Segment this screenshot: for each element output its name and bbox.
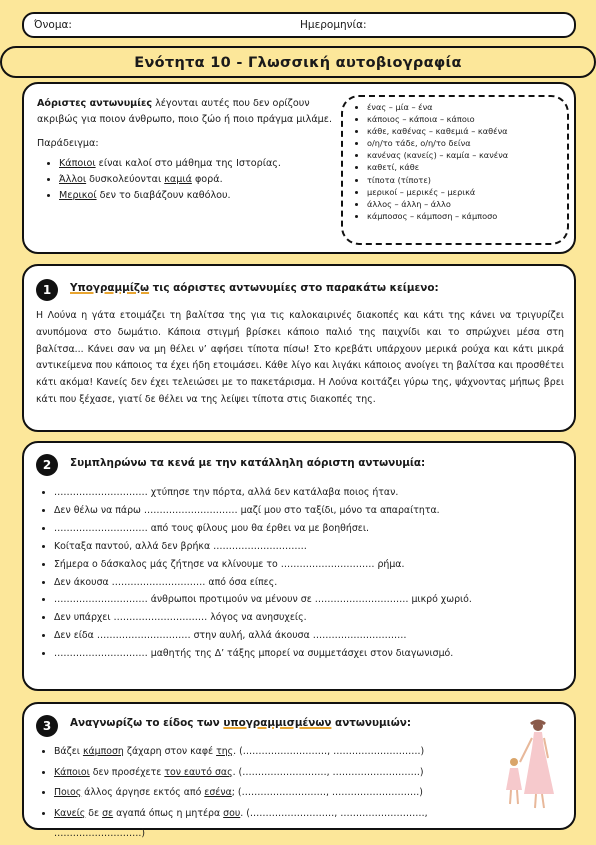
heading-text: τις αόριστες αντωνυμίες στο παρακάτω κείμενο: <box>149 282 439 294</box>
pronoun-list-item: • καθετί, κάθε <box>367 161 559 173</box>
fill-blank-item: • ………………………… μαθητής της Δ’ τάξης μπορεί να συμμετάσχει στον διαγωνισμό. <box>54 645 472 663</box>
name-date-header <box>22 12 576 38</box>
passage-text: Η Λούνα η γάτα ετοιμάζει τη βαλίτσα της για τις καλοκαιρινές διακοπές και κάτι της κάνει να τριγυρίζει ανυπόμονα στο δωμάτιο. Κάποια στιγμή βρίσκει κάποιο παλιό της παιχνίδι και το σπρώχνει μέσα στη βαλίτσα... Κάνει σαν να μη θέλει ν’ αφήσει τίποτα πίσω! Στο κρεβάτι υπάρχουν μερικά ρούχα και κάτι μικρά αντικείμενα που κάποιος τα έχει ήδη ετοιμάσει. Κάθε λίγο και λιγάκι κάποιος ανοίγει τη βαλίτσα και προσθέτει κάτι ακόμα! Κανείς δεν έχει τελειώσει με το πακετάρισμα. Η Λούνα κοιτάζει γύρω της, ψάχνοντας μήπως βρει κάτι που ξέχασε, γιατί δε θέλει να της λείψει τίποτα στις διακοπές της. <box>36 310 564 405</box>
item-text: . (………………………, ………………………, ……………………….) <box>54 807 428 839</box>
definition-term: Αόριστες αντωνυμίες <box>37 98 153 109</box>
mother-child-illustration <box>498 718 558 810</box>
underlined-pronoun: Κάποιοι <box>54 766 90 778</box>
exercise-2 <box>22 441 576 691</box>
example-item <box>59 156 332 172</box>
examples-label: Παράδειγμα: <box>37 138 99 149</box>
example-text: δεν το διαβάζουν καθόλου. <box>96 190 231 201</box>
example-text: δυσκολεύονται καμιά φορά. <box>86 174 223 185</box>
pronoun-list-item: • κανένας (κανείς) – καμία – κανένα <box>367 149 559 161</box>
fill-blank-item: • Δεν άκουσα ………………………… από όσα είπες. <box>54 574 472 592</box>
item-text: . (………………………, ……………………….) <box>232 766 424 778</box>
example-text: είναι καλοί στο μάθημα της Ιστορίας. <box>95 158 281 169</box>
example-item <box>59 188 332 204</box>
heading-text: αντωνυμιών: <box>331 717 411 729</box>
pronoun-list-cloud <box>341 95 569 245</box>
exercise-number: 3 <box>36 715 58 737</box>
heading-highlight: υπογραμμισμένων <box>223 717 332 729</box>
item-text: ζάχαρη στον καφέ <box>123 746 217 757</box>
item-text: . (………………………, ……………………….) <box>233 746 425 757</box>
identify-item <box>54 804 494 845</box>
underlined-pronoun: Ποιος <box>54 787 82 798</box>
item-text: άλλος άργησε εκτός από <box>81 787 205 798</box>
item-text: δε <box>85 807 103 819</box>
fill-blank-item: • ………………………… άνθρωποι προτιμούν να μένουν σε ………………………… μικρό χωριό. <box>54 591 472 609</box>
fill-blank-item: • Δεν είδα ………………………… στην αυλή, αλλά άκουσα ………………………… <box>54 627 472 645</box>
example-pronoun: Άλλοι <box>59 174 87 185</box>
pronoun-list-item: • κάποιος – κάποια – κάποιο <box>367 113 559 125</box>
fill-blank-item: • ………………………… από τους φίλους μου θα έρθει να με βοηθήσει. <box>54 520 472 538</box>
fill-blank-list <box>38 484 472 663</box>
underlined-pronoun: Κανείς <box>54 807 86 819</box>
exercise-number: 1 <box>36 279 58 301</box>
item-text: αγαπά όπως η μητέρα <box>113 807 224 819</box>
date-label: Ημερομηνία: <box>300 19 367 31</box>
pronoun-list-item: • τίποτα (τίποτε) <box>367 174 559 186</box>
definition <box>37 96 332 128</box>
underlined-pronoun: σου <box>223 807 241 819</box>
pronoun-list-item: • άλλος – άλλη – άλλο <box>367 198 559 210</box>
fill-blank-item: • Σήμερα ο δάσκαλος μάς ζήτησε να κλίνουμε το ………………………… ρήμα. <box>54 556 472 574</box>
passage <box>36 308 564 409</box>
example-pronoun: καμιά <box>164 174 192 185</box>
fill-blank-item: • Δεν υπάρχει ………………………… λόγος να ανησυχείς. <box>54 609 472 627</box>
exercise-number: 2 <box>36 454 58 476</box>
heading-text: Αναγνωρίζω το είδος των <box>70 717 224 729</box>
fill-blank-item: • ………………………… χτύπησε την πόρτα, αλλά δεν κατάλαβα ποιος ήταν. <box>54 484 472 502</box>
pronoun-list-item: • κάμποσος – κάμποση – κάμποσο <box>367 210 559 222</box>
item-text: Βάζει <box>54 746 83 757</box>
identify-item <box>54 742 494 763</box>
underlined-pronoun: κάμποση <box>82 746 124 757</box>
example-pronoun: Μερικοί <box>59 190 97 201</box>
pronoun-list-item: • μερικοί – μερικές – μερικά <box>367 186 559 198</box>
example-pronoun: Κάποιοι <box>59 158 96 169</box>
examples-list <box>37 156 332 204</box>
intro-text <box>37 96 332 204</box>
fill-blank-item: • Κοίταξα παντού, αλλά δεν βρήκα ………………………… <box>54 538 472 556</box>
underlined-pronoun: εσένα <box>204 787 232 798</box>
identify-item <box>54 783 494 804</box>
item-text: δεν προσέχετε <box>89 766 165 778</box>
exercise-1 <box>22 264 576 432</box>
name-label: Όνομα: <box>34 19 72 31</box>
exercise-heading <box>70 282 439 294</box>
exercise-heading <box>70 717 411 729</box>
pronoun-list <box>355 101 559 222</box>
exercise-3 <box>22 702 576 839</box>
underlined-pronoun: της <box>216 746 234 757</box>
fill-blank-item: • Δεν θέλω να πάρω ………………………… μαζί μου στο ταξίδι, μόνο τα απαραίτητα. <box>54 502 472 520</box>
pronoun-list-item: • ο/η/το τάδε, ο/η/το δείνα <box>367 137 559 149</box>
identify-item <box>54 763 494 784</box>
page-title: Ενότητα 10 - Γλωσσική αυτοβιογραφία <box>0 46 596 78</box>
item-text: ; (………………………, ……………………….) <box>231 787 423 798</box>
pronoun-list-item: • κάθε, καθένας – καθεμιά – καθένα <box>367 125 559 137</box>
example-item <box>59 172 332 188</box>
identify-list <box>38 742 494 845</box>
definition-text: λέγονται αυτές που δεν ορίζουν ακριβώς για ποιον άνθρωπο, ποιο ζώο ή ποιο πράγμα μιλάμε. <box>37 98 332 125</box>
heading-highlight: Υπογραμμίζω <box>70 282 150 294</box>
underlined-pronoun: τον εαυτό σας <box>164 766 233 778</box>
exercise-heading: Συμπληρώνω τα κενά με την κατάλληλη αόριστη αντωνυμία: <box>70 457 426 469</box>
intro-box <box>22 82 576 254</box>
underlined-pronoun: σε <box>102 807 114 819</box>
pronoun-list-item: • ένας – μία – ένα <box>367 101 559 113</box>
